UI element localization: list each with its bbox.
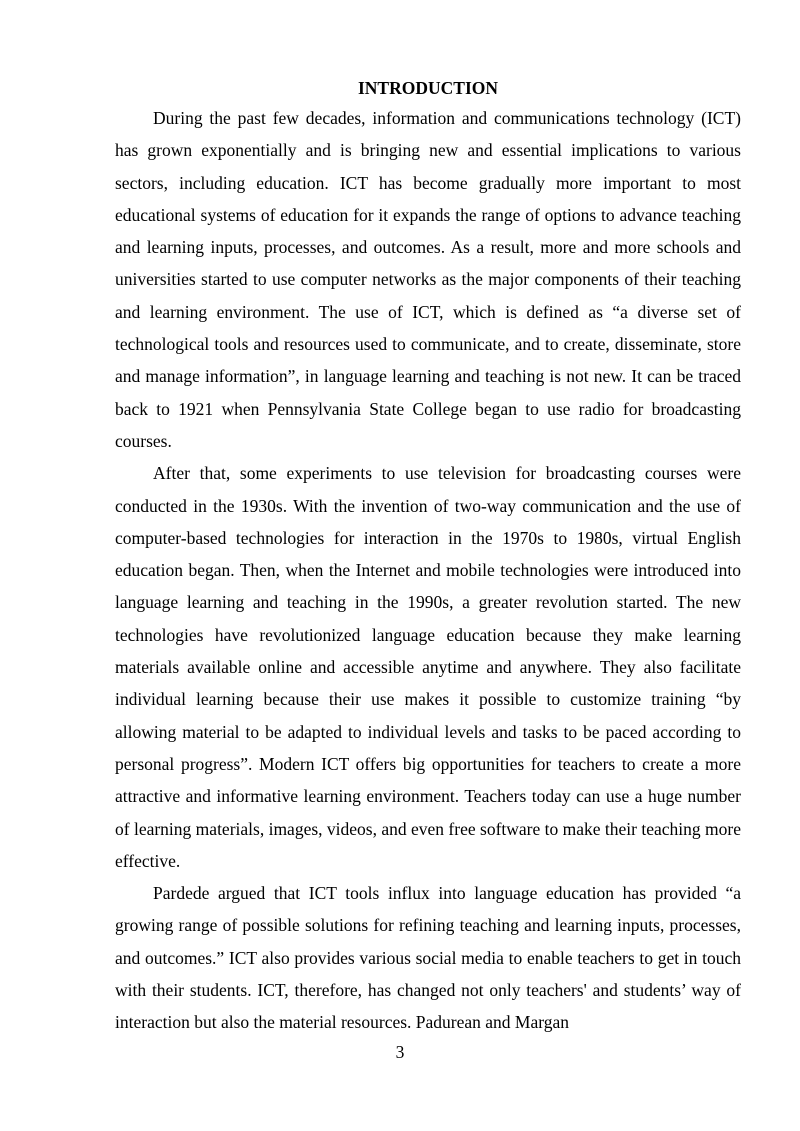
- page-number: 3: [395, 1042, 405, 1062]
- paragraph-3: Pardede argued that ICT tools influx into language education has provided “a growing range of possible solutions for refining teaching and learning inputs, processes, and outcomes.” ICT also provides various social media to enable teachers to get in touch with their students. ICT, therefore, has changed not only teachers' and students’ way of interaction but also the material resources. Padurean and Margan: [115, 883, 741, 1033]
- paragraph-2: After that, some experiments to use television for broadcasting courses were conducted in the 1930s. With the invention of two-way communication and the use of computer-based technologies for interaction in the 1970s to 1980s, virtual English education began. Then, when the Internet and mobile technologies were introduced into language learning and teaching in the 1990s, a greater revolution started. The new technologies have revolutionized language education because they make learning materials available online and accessible anytime and anywhere. They also facilitate individual learning because their use makes it possible to customize training “by allowing material to be adapted to individual levels and tasks to be paced according to personal progress”. Modern ICT offers big opportunities for teachers to create a more attractive and informative learning environment. Teachers today can use a huge number of learning materials, images, videos, and even free software to make their teaching more effective.: [115, 463, 741, 871]
- section-heading: INTRODUCTION: [357, 78, 499, 98]
- paragraph-1: During the past few decades, information and communications technology (ICT) has grown exponentially and is bringing new and essential implications to various sectors, including education. ICT has become gradually more important to most educational systems of education for it expands the range of options to advance teaching and learning inputs, processes, and outcomes. As a result, more and more schools and universities started to use computer networks as the major components of their teaching and learning environment. The use of ICT, which is defined as “a diverse set of technological tools and resources used to communicate, and to create, disseminate, store and manage information”, in language learning and teaching is not new. It can be traced back to 1921 when Pennsylvania State College began to use radio for broadcasting courses.: [115, 108, 741, 451]
- document-page: [115, 76, 741, 1039]
